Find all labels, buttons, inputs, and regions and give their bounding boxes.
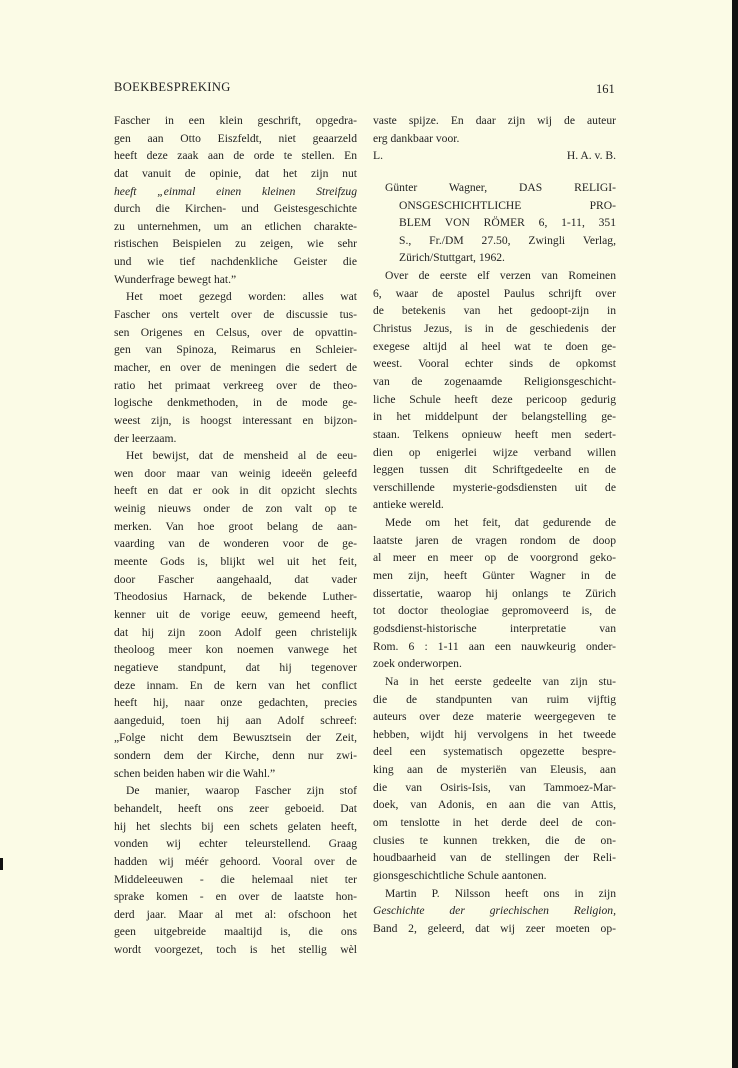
left-column-line: sen Origenes en Celsus, over de opvattin-: [114, 325, 357, 339]
review-heading-line: S., Fr./DM 27.50, Zwingli Verlag,: [399, 233, 616, 247]
left-column-line: derd jaar. Maar al met al: ofschoon het: [114, 907, 357, 921]
left-column-line: „Folge nicht dem Bewusztsein der Zeit,: [114, 731, 357, 745]
left-column-line: Middeleeuwen - die helemaal niet ter: [114, 872, 357, 886]
right-column-body-line: al meer en meer op de voorgrond geko-: [373, 551, 616, 565]
review-heading-line: Günter Wagner, DAS RELIGI-: [385, 180, 616, 194]
right-column-body-line: hebben, wijdt hij vervolgens in het tweede: [373, 727, 616, 741]
right-column-body-line: verschillende mysterie-godsdiensten uit de: [373, 480, 616, 494]
right-column-body-line: zoek onderworpen.: [373, 657, 462, 671]
right-column-body-line: leggen tussen dit Schriftgedeelte en de: [373, 463, 616, 477]
page-number: 161: [596, 82, 615, 96]
left-column-line: deze innam. En de kern van het conflict: [114, 678, 357, 692]
left-column-line: Het moet gezegd worden: alles wat: [126, 290, 357, 304]
left-column-line: door Fascher aangehaald, dat vader: [114, 572, 357, 586]
right-column-body-line: die de standpunten van ruim vijftig: [373, 692, 616, 706]
left-column-line: heeft en dat er ook in dit opzicht slechts: [114, 484, 357, 498]
right-column-body-line: houdbaarheid van de stellingen der Reli-: [373, 851, 616, 865]
right-column-body-line: exegese altijd al heel wat te doen ge-: [373, 339, 616, 353]
right-column-body-line: deel een systematisch opgezette bespre-: [373, 745, 616, 759]
review-heading: [373, 179, 616, 267]
right-column-body-line: Band 2, geleerd, dat wij zeer moeten op-: [373, 921, 616, 935]
right-column-body-line: tot doctor theologiae gepromoveerd is, de: [373, 604, 616, 618]
scan-edge: [732, 0, 738, 1068]
left-column-line: heeft deze zaak aan de orde te stellen. En: [114, 149, 357, 163]
left-column-line: gen aan Otto Eiszfeldt, niet geaarzeld: [114, 131, 357, 145]
left-column-line: gen van Spinoza, Reimarus en Schleier-: [114, 343, 357, 357]
left-column-line: kenner uit de vorige eeuw, gemeend heeft,: [114, 607, 357, 621]
left-column-line: hij het slechts bij een schets gelaten heeft,: [114, 819, 357, 833]
left-column-line: der leerzaam.: [114, 431, 177, 445]
right-column-body-line: clusies te kunnen trekken, die de on-: [373, 833, 616, 847]
left-column-line: weinig nieuws onder de zon valt op te: [114, 502, 357, 516]
left-column-line: macher, en over de meningen die sedert de: [114, 360, 357, 374]
right-column-body-line: Geschichte der griechischen Religion,: [373, 904, 616, 918]
left-column-line: De manier, waarop Fascher zijn stof: [126, 784, 357, 798]
left-column-line: logische denkmethoden, in de mode ge-: [114, 396, 357, 410]
review-heading-line: ONSGESCHICHTLICHE PRO-: [399, 198, 616, 212]
right-column-body-line: die van Osiris-Isis, van Tammoez-Mar-: [373, 780, 616, 794]
review-heading-line: Zürich/Stuttgart, 1962.: [399, 251, 505, 265]
left-column-line: theoloog meer kon noemen vanwege het: [114, 643, 357, 657]
right-column-body-line: Christus Jezus, is in de geschiedenis der: [373, 322, 616, 336]
left-column-line: dat vanuit de opinie, dat het zijn nut: [114, 166, 357, 180]
right-column-body-line: in het middelpunt der belangstelling ge-: [373, 410, 616, 424]
running-header: BOEKBESPREKING: [114, 80, 231, 94]
left-column-line: Het bewijst, dat de mensheid al de eeu-: [126, 449, 357, 463]
left-column-line: ratio het primaat verkreeg over de theo-: [114, 378, 357, 392]
left-column-line: Fascher ons vertelt over de discussie tus-: [114, 308, 357, 322]
right-column-body-line: doek, van Adonis, en aan die van Attis,: [373, 798, 616, 812]
left-column-line: heeft hij, naar onze gedachten, precies: [114, 696, 357, 710]
right-column-body-line: de betekenis van het gedoopt-zijn in: [373, 304, 616, 318]
left-column-line: ristischen Beispielen zu zeigen, wie sehr: [114, 237, 357, 251]
left-column-line: behandelt, heeft ons zeer geboeid. Dat: [114, 801, 357, 815]
scan-mark: [0, 858, 3, 870]
right-column-body-line: Mede om het feit, dat gedurende de: [385, 516, 616, 530]
right-column-body-line: laatste jaren de vragen rondom de doop: [373, 533, 616, 547]
left-column-line: negatieve standpunt, dat hij tegenover: [114, 660, 357, 674]
right-column-body-line: Martin P. Nilsson heeft ons in zijn: [385, 886, 616, 900]
left-column-line: wen door maar van weinig ideeën geleefd: [114, 466, 357, 480]
right-column-body-line: gionsgeschichtliche Schule aantonen.: [373, 868, 547, 882]
left-column-line: zu unternehmen, um an etlichen charakte-: [114, 219, 357, 233]
left-column-line: Theodosius Harnack, de bekende Luther-: [114, 590, 357, 604]
reviewer-signature: [373, 147, 616, 165]
right-column-body-line: Over de eerste elf verzen van Romeinen: [385, 269, 616, 283]
left-column-line: aangeduid, toen hij aan Adolf schreef:: [114, 713, 357, 727]
left-column-line: durch die Kirchen- und Geistesgeschichte: [114, 202, 357, 216]
right-column-top-line: vaste spijze. En daar zijn wij de auteur: [373, 114, 616, 127]
left-column-line: weest zijn, is hoogst interessant en bijzon-: [114, 413, 357, 427]
right-column-body-line: weest. Vooral echter sinds de opkomst: [373, 357, 616, 371]
left-column-line: dat hij zijn zoon Adolf geen christelijk: [114, 625, 357, 639]
right-column-body-line: king aan de mysteriën van Eleusis, aan: [373, 763, 616, 777]
right-column-body-line: Na in het eerste gedeelte van zijn stu-: [385, 674, 616, 688]
left-column-line: vonden wij echter teleurstellend. Graag: [114, 837, 357, 851]
left-column-line: wordt voorgezet, toch is het stellig wèl: [114, 943, 357, 957]
left-column-line: sprake komen - en over de laatste hon-: [114, 890, 357, 904]
right-column-body-line: 6, waar de apostel Paulus schrijft over: [373, 286, 616, 300]
left-column-line: vaarding van de wonderen voor de ge-: [114, 537, 357, 551]
left-column-line: meente Gods is, blijkt wel uit het feit,: [114, 555, 357, 569]
right-column-body-line: staan. Telkens opnieuw heeft men sedert-: [373, 427, 616, 441]
right-column-body-line: om tenslotte in het derde deel de con-: [373, 815, 616, 829]
right-column-body-line: liche Schule heeft deze pericoop gedurig: [373, 392, 616, 406]
right-column-body-line: Rom. 6 : 1-11 aan een nauwkeurig onder-: [373, 639, 616, 653]
right-column-body-line: godsdienst-historische interpretatie van: [373, 621, 616, 635]
right-column-body-line: men zijn, heeft Günter Wagner in de: [373, 569, 616, 583]
left-column-line: merken. Van hoe groot belang de aan-: [114, 519, 357, 533]
review-heading-line: BLEM VON RÖMER 6, 1-11, 351: [399, 216, 616, 230]
left-column-line: und wie tief nachdenkliche Geister die: [114, 255, 357, 269]
right-column-body-line: dien op enigerlei wijze verband willen: [373, 445, 616, 459]
left-column-line: schen beiden haben wir die Wahl.”: [114, 766, 276, 780]
signature-right: H. A. v. B.: [566, 149, 616, 163]
left-column-line: Wunderfrage bewegt hat.”: [114, 272, 237, 286]
right-column-body-line: dissertatie, waarop hij onlangs te Zürich: [373, 586, 616, 600]
left-column-line: Fascher in een klein geschrift, opgedra-: [114, 114, 357, 127]
left-column: [114, 112, 357, 959]
right-column: [373, 112, 616, 937]
left-column-line: hadden wij méér gehoord. Vooral over de: [114, 854, 357, 868]
signature-left: L.: [373, 149, 383, 163]
right-column-top-line: erg dankbaar voor.: [373, 131, 460, 145]
left-column-line: geen uitgebreide maaltijd is, die ons: [114, 925, 357, 939]
left-column-line: sondern dem der Kirche, denn nur zwi-: [114, 749, 357, 763]
right-column-body-line: antieke wereld.: [373, 498, 444, 512]
right-column-body-line: van de zogenaamde Religionsgeschicht-: [373, 374, 616, 388]
left-column-line: heeft „einmal einen kleinen Streifzug: [114, 184, 357, 198]
right-column-body-line: auteurs over deze materie weergegeven te: [373, 710, 616, 724]
